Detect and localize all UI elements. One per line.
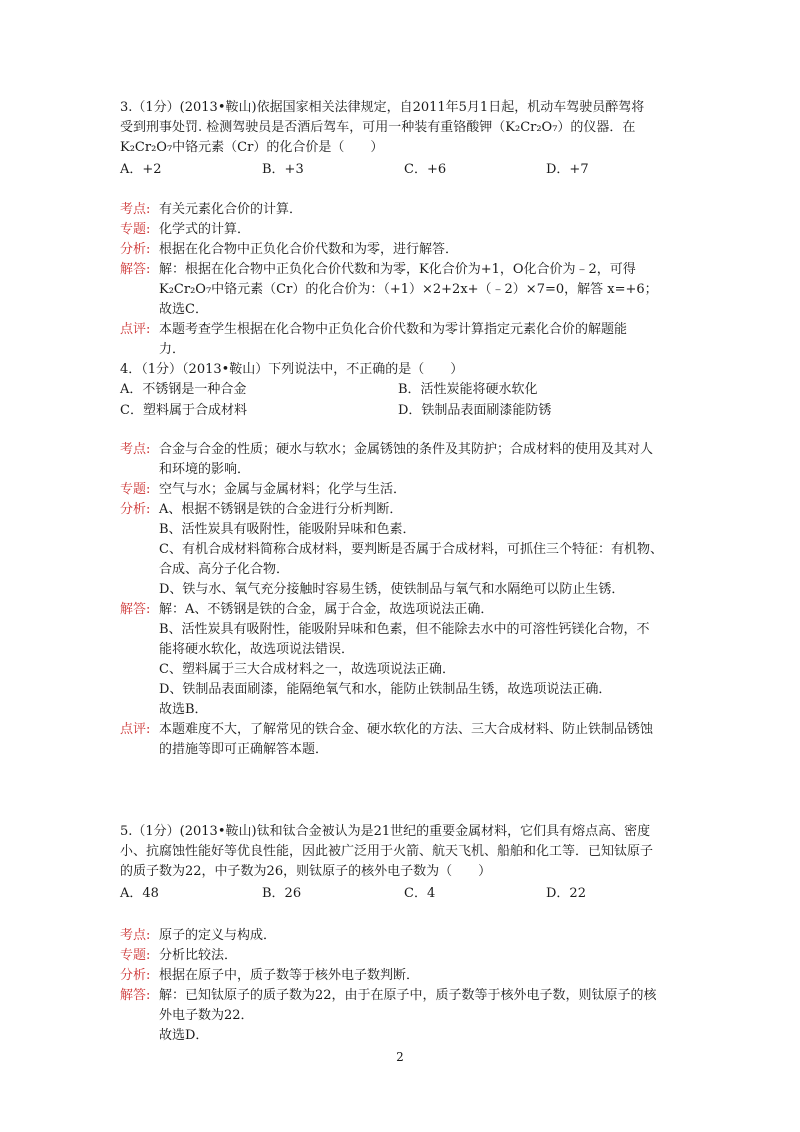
q5-options: [120, 884, 690, 904]
q4-jieda-line: B、活性炭具有吸附性，能吸附异味和色素，但不能除去水中的可溶性钙镁化合物，不: [159, 622, 650, 637]
q5-analysis: [120, 926, 690, 1046]
q5-kaodian: 原子的定义与构成．: [159, 928, 277, 943]
q5-option-a: A．48: [120, 886, 159, 901]
q4-jieda-line: C、塑料属于三大合成材料之一，故选项说法正确．: [159, 662, 455, 677]
kaodian-label: 考点:: [120, 928, 151, 943]
q4-fenxi-line: B、活性炭具有吸附性，能吸附异味和色素．: [159, 522, 416, 537]
q5-jieda-line: 故选D．: [159, 1028, 209, 1043]
q4-option-c: C．塑料属于合成材料: [120, 403, 247, 418]
fenxi-label: 分析:: [120, 242, 151, 257]
q3-zhuanti: 化学式的计算．: [159, 222, 251, 237]
question-3: [120, 98, 690, 180]
q4-jieda-line: 解：A、不锈钢是铁的合金，属于合金，故选项说法正确．: [159, 602, 494, 617]
q4-fenxi-line: 合成、高分子化合物．: [159, 562, 290, 577]
q5-stem-line: 的质子数为22，中子数为26，则钛原子的核外电子数为（ ）: [120, 864, 492, 879]
q3-option-d: D．+7: [546, 162, 589, 177]
zhuanti-label: 专题:: [120, 222, 151, 237]
q5-option-d: D．22: [546, 886, 586, 901]
q5-stem-line: 5.（1分）(2013•鞍山)钛和钛合金被认为是21世纪的重要金属材料，它们具有熔点高、密度: [120, 824, 651, 839]
zhuanti-label: 专题:: [120, 482, 151, 497]
q4-dianping-line: 的措施等即可正确解答本题．: [159, 742, 329, 757]
q4-fenxi-line: D、铁与水、氧气充分接触时容易生锈，使铁制品与氧气和水隔绝可以防止生锈．: [159, 582, 625, 597]
q3-jieda-line: 故选C．: [159, 302, 208, 317]
q4-jieda-line: 故选B．: [159, 702, 208, 717]
q3-analysis: [120, 200, 690, 360]
q4-jieda-line: D、铁制品表面刷漆，能隔绝氧气和水，能防止铁制品生锈，故选项说法正确．: [159, 682, 612, 697]
q3-stem-line: 3.（1分）(2013•鞍山)依据国家相关法律规定，自2011年5月1日起，机动车驾驶员醉驾将: [120, 100, 645, 115]
dianping-label: 点评:: [120, 722, 151, 737]
q3-options: [120, 160, 690, 180]
q3-fenxi: 根据在化合物中正负化合价代数和为零，进行解答．: [159, 242, 459, 257]
q4-kaodian-line: 合金与合金的性质；硬水与软水；金属锈蚀的条件及其防护；合成材料的使用及其对人: [159, 442, 654, 457]
kaodian-label: 考点:: [120, 202, 151, 217]
q4-dianping-line: 本题难度不大，了解常见的铁合金、硬水软化的方法、三大合成材料、防止铁制品锈蚀: [159, 722, 654, 737]
q3-jieda-line: 解：根据在化合物中正负化合价代数和为零，K化合价为+1，O化合价为﹣2，可得: [159, 262, 636, 277]
q4-zhuanti: 空气与水；金属与金属材料；化学与生活．: [159, 482, 407, 497]
q4-fenxi-line: A、根据不锈钢是铁的合金进行分析判断．: [159, 502, 403, 517]
q3-option-b: B．+3: [262, 162, 304, 177]
q4-option-b: B．活性炭能将硬水软化: [398, 382, 538, 397]
fenxi-label: 分析:: [120, 968, 151, 983]
kaodian-label: 考点:: [120, 442, 151, 457]
q4-analysis: [120, 440, 690, 760]
q4-stem: 4．（1分）（2013•鞍山）下列说法中，不正确的是（ ）: [120, 362, 464, 377]
q4-kaodian-line: 和环境的影响．: [159, 462, 251, 477]
q3-stem-line: K₂Cr₂O₇中铬元素（Cr）的化合价是（ ）: [120, 140, 384, 155]
q4-option-a: A．不锈钢是一种合金: [120, 382, 247, 397]
q3-option-c: C．+6: [404, 162, 447, 177]
q3-stem-line: 受到刑事处罚. 检测驾驶员是否酒后驾车，可用一种装有重铬酸钾（K₂Cr₂O₇）的仪器．在: [120, 120, 636, 135]
question-5: [120, 822, 690, 904]
q5-stem-line: 小、抗腐蚀性能好等优良性能，因此被广泛用于火箭、航天飞机、船舶和化工等．已知钛原子: [120, 844, 654, 859]
q3-dianping-line: 本题考查学生根据在化合物中正负化合价代数和为零计算指定元素化合价的解题能: [159, 322, 628, 337]
q4-options-row2: [120, 401, 690, 421]
q5-zhuanti: 分析比较法．: [159, 948, 238, 963]
jieda-label: 解答:: [120, 602, 151, 617]
q5-jieda-line: 解：已知钛原子的质子数为22，由于在原子中，质子数等于核外电子数，则钛原子的核: [159, 988, 657, 1003]
q5-jieda-line: 外电子数为22．: [159, 1008, 254, 1023]
q3-kaodian: 有关元素化合价的计算．: [159, 202, 303, 217]
q4-jieda-line: 能将硬水软化，故选项说法错误．: [159, 642, 355, 657]
question-4: [120, 360, 690, 421]
jieda-label: 解答:: [120, 988, 151, 1003]
q3-dianping-line: 力．: [159, 342, 186, 357]
q5-option-b: B．26: [262, 886, 302, 901]
q4-fenxi-line: C、有机合成材料简称合成材料，要判断是否属于合成材料，可抓住三个特征：有机物、: [159, 542, 663, 557]
q4-options-row1: [120, 380, 690, 400]
q5-option-c: C．4: [404, 886, 436, 901]
zhuanti-label: 专题:: [120, 948, 151, 963]
q4-option-d: D．铁制品表面刷漆能防锈: [398, 403, 552, 418]
q3-jieda-line: K₂Cr₂O₇中铬元素（Cr）的化合价为：（+1）×2+2x+（﹣2）×7=0，解答 x=+6；: [159, 282, 658, 297]
fenxi-label: 分析:: [120, 502, 151, 517]
dianping-label: 点评:: [120, 322, 151, 337]
jieda-label: 解答:: [120, 262, 151, 277]
q5-fenxi: 根据在原子中，质子数等于核外电子数判断．: [159, 968, 420, 983]
page-number: 2: [396, 1050, 404, 1064]
q3-option-a: A．+2: [120, 162, 162, 177]
